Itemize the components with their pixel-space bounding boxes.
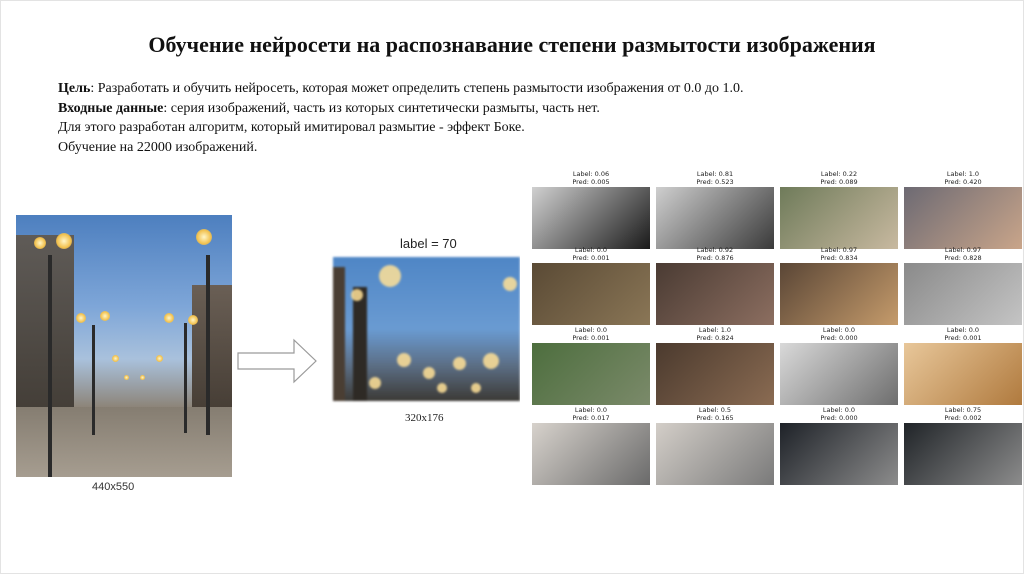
grid-cell-image [532,263,650,325]
grid-cell [656,326,774,405]
grid-cell [780,170,898,249]
grid-cell [904,326,1022,405]
grid-cell-pred: Pred: 0.165 [696,414,734,422]
algorithm-line: Для этого разработан алгоритм, который имитировал размытие - эффект Боке. [58,120,525,135]
original-size-caption: 440x550 [92,481,135,493]
grid-cell-pred: Pred: 0.420 [944,178,982,186]
grid-cell-image [656,423,774,485]
processed-size-caption: 320x176 [405,412,444,424]
grid-cell-pred: Pred: 0.002 [944,414,982,422]
grid-cell [656,170,774,249]
grid-cell [532,170,650,249]
input-label: Входные данные [58,100,164,116]
grid-cell-pred: Pred: 0.001 [572,334,610,342]
grid-cell [904,246,1022,325]
grid-cell-pred: Pred: 0.000 [820,414,858,422]
grid-cell-image [656,263,774,325]
grid-cell [904,406,1022,485]
grid-cell [780,326,898,405]
slide-title: Обучение нейросети на распознавание степени размытости изображения [148,32,876,57]
grid-cell-image [904,343,1022,405]
grid-cell [532,246,650,325]
grid-cell-label: Label: 0.0 [574,246,608,254]
grid-cell-image [904,263,1022,325]
grid-cell-label: Label: 0.81 [696,170,734,178]
grid-cell-pred: Pred: 0.005 [572,178,610,186]
processed-label-text: label = 70 [400,236,457,251]
grid-cell-label: Label: 0.75 [944,406,982,414]
grid-cell-label: Label: 0.22 [820,170,858,178]
grid-cell-pred: Pred: 0.828 [944,254,982,262]
grid-cell-pred: Pred: 0.876 [696,254,734,262]
grid-cell-pred: Pred: 0.017 [572,414,610,422]
grid-cell-label: Label: 0.97 [820,246,858,254]
grid-cell-pred: Pred: 0.089 [820,178,858,186]
grid-cell [904,170,1022,249]
grid-cell [656,406,774,485]
grid-cell-label: Label: 0.06 [572,170,610,178]
grid-cell-image [904,423,1022,485]
description-block [58,79,744,157]
grid-cell-pred: Pred: 0.824 [696,334,734,342]
grid-cell-label: Label: 1.0 [698,326,732,334]
grid-cell-image [656,343,774,405]
grid-cell-image [656,187,774,249]
arrow-right-icon [236,336,320,386]
input-line [58,99,744,119]
goal-text: : Разработать и обучить нейросеть, которая может определить степень размытости изображения от 0.0 до 1.0. [90,81,744,96]
grid-cell-label: Label: 0.0 [822,326,856,334]
goal-label: Цель [58,81,91,96]
grid-cell-label: Label: 1.0 [946,170,980,178]
grid-cell-image [780,187,898,249]
goal-line [58,79,744,99]
grid-cell-image [532,343,650,405]
grid-cell-image [780,423,898,485]
grid-cell-label: Label: 0.0 [574,406,608,414]
grid-cell-pred: Pred: 0.834 [820,254,858,262]
training-line: Обучение на 22000 изображений. [58,139,258,155]
grid-cell [780,406,898,485]
grid-cell [656,246,774,325]
grid-cell-label: Label: 0.97 [944,246,982,254]
grid-cell-image [780,343,898,405]
grid-cell-image [532,423,650,485]
grid-cell-pred: Pred: 0.001 [572,254,610,262]
blurred-photo [333,257,520,401]
grid-cell-image [780,263,898,325]
grid-cell-pred: Pred: 0.523 [696,178,734,186]
grid-cell-label: Label: 0.92 [696,246,734,254]
grid-cell-image [904,187,1022,249]
grid-cell-label: Label: 0.0 [946,326,980,334]
prediction-grid [520,161,1018,497]
input-text: : серия изображений, часть из которых синтетически размыты, часть нет. [163,100,600,116]
grid-cell-label: Label: 0.5 [698,406,732,414]
grid-cell [532,406,650,485]
grid-cell-label: Label: 0.0 [822,406,856,414]
grid-cell-image [532,187,650,249]
grid-cell [532,326,650,405]
grid-cell [780,246,898,325]
grid-cell-pred: Pred: 0.000 [820,334,858,342]
grid-cell-pred: Pred: 0.001 [944,334,982,342]
grid-cell-label: Label: 0.0 [574,326,608,334]
original-street-photo [16,215,232,477]
